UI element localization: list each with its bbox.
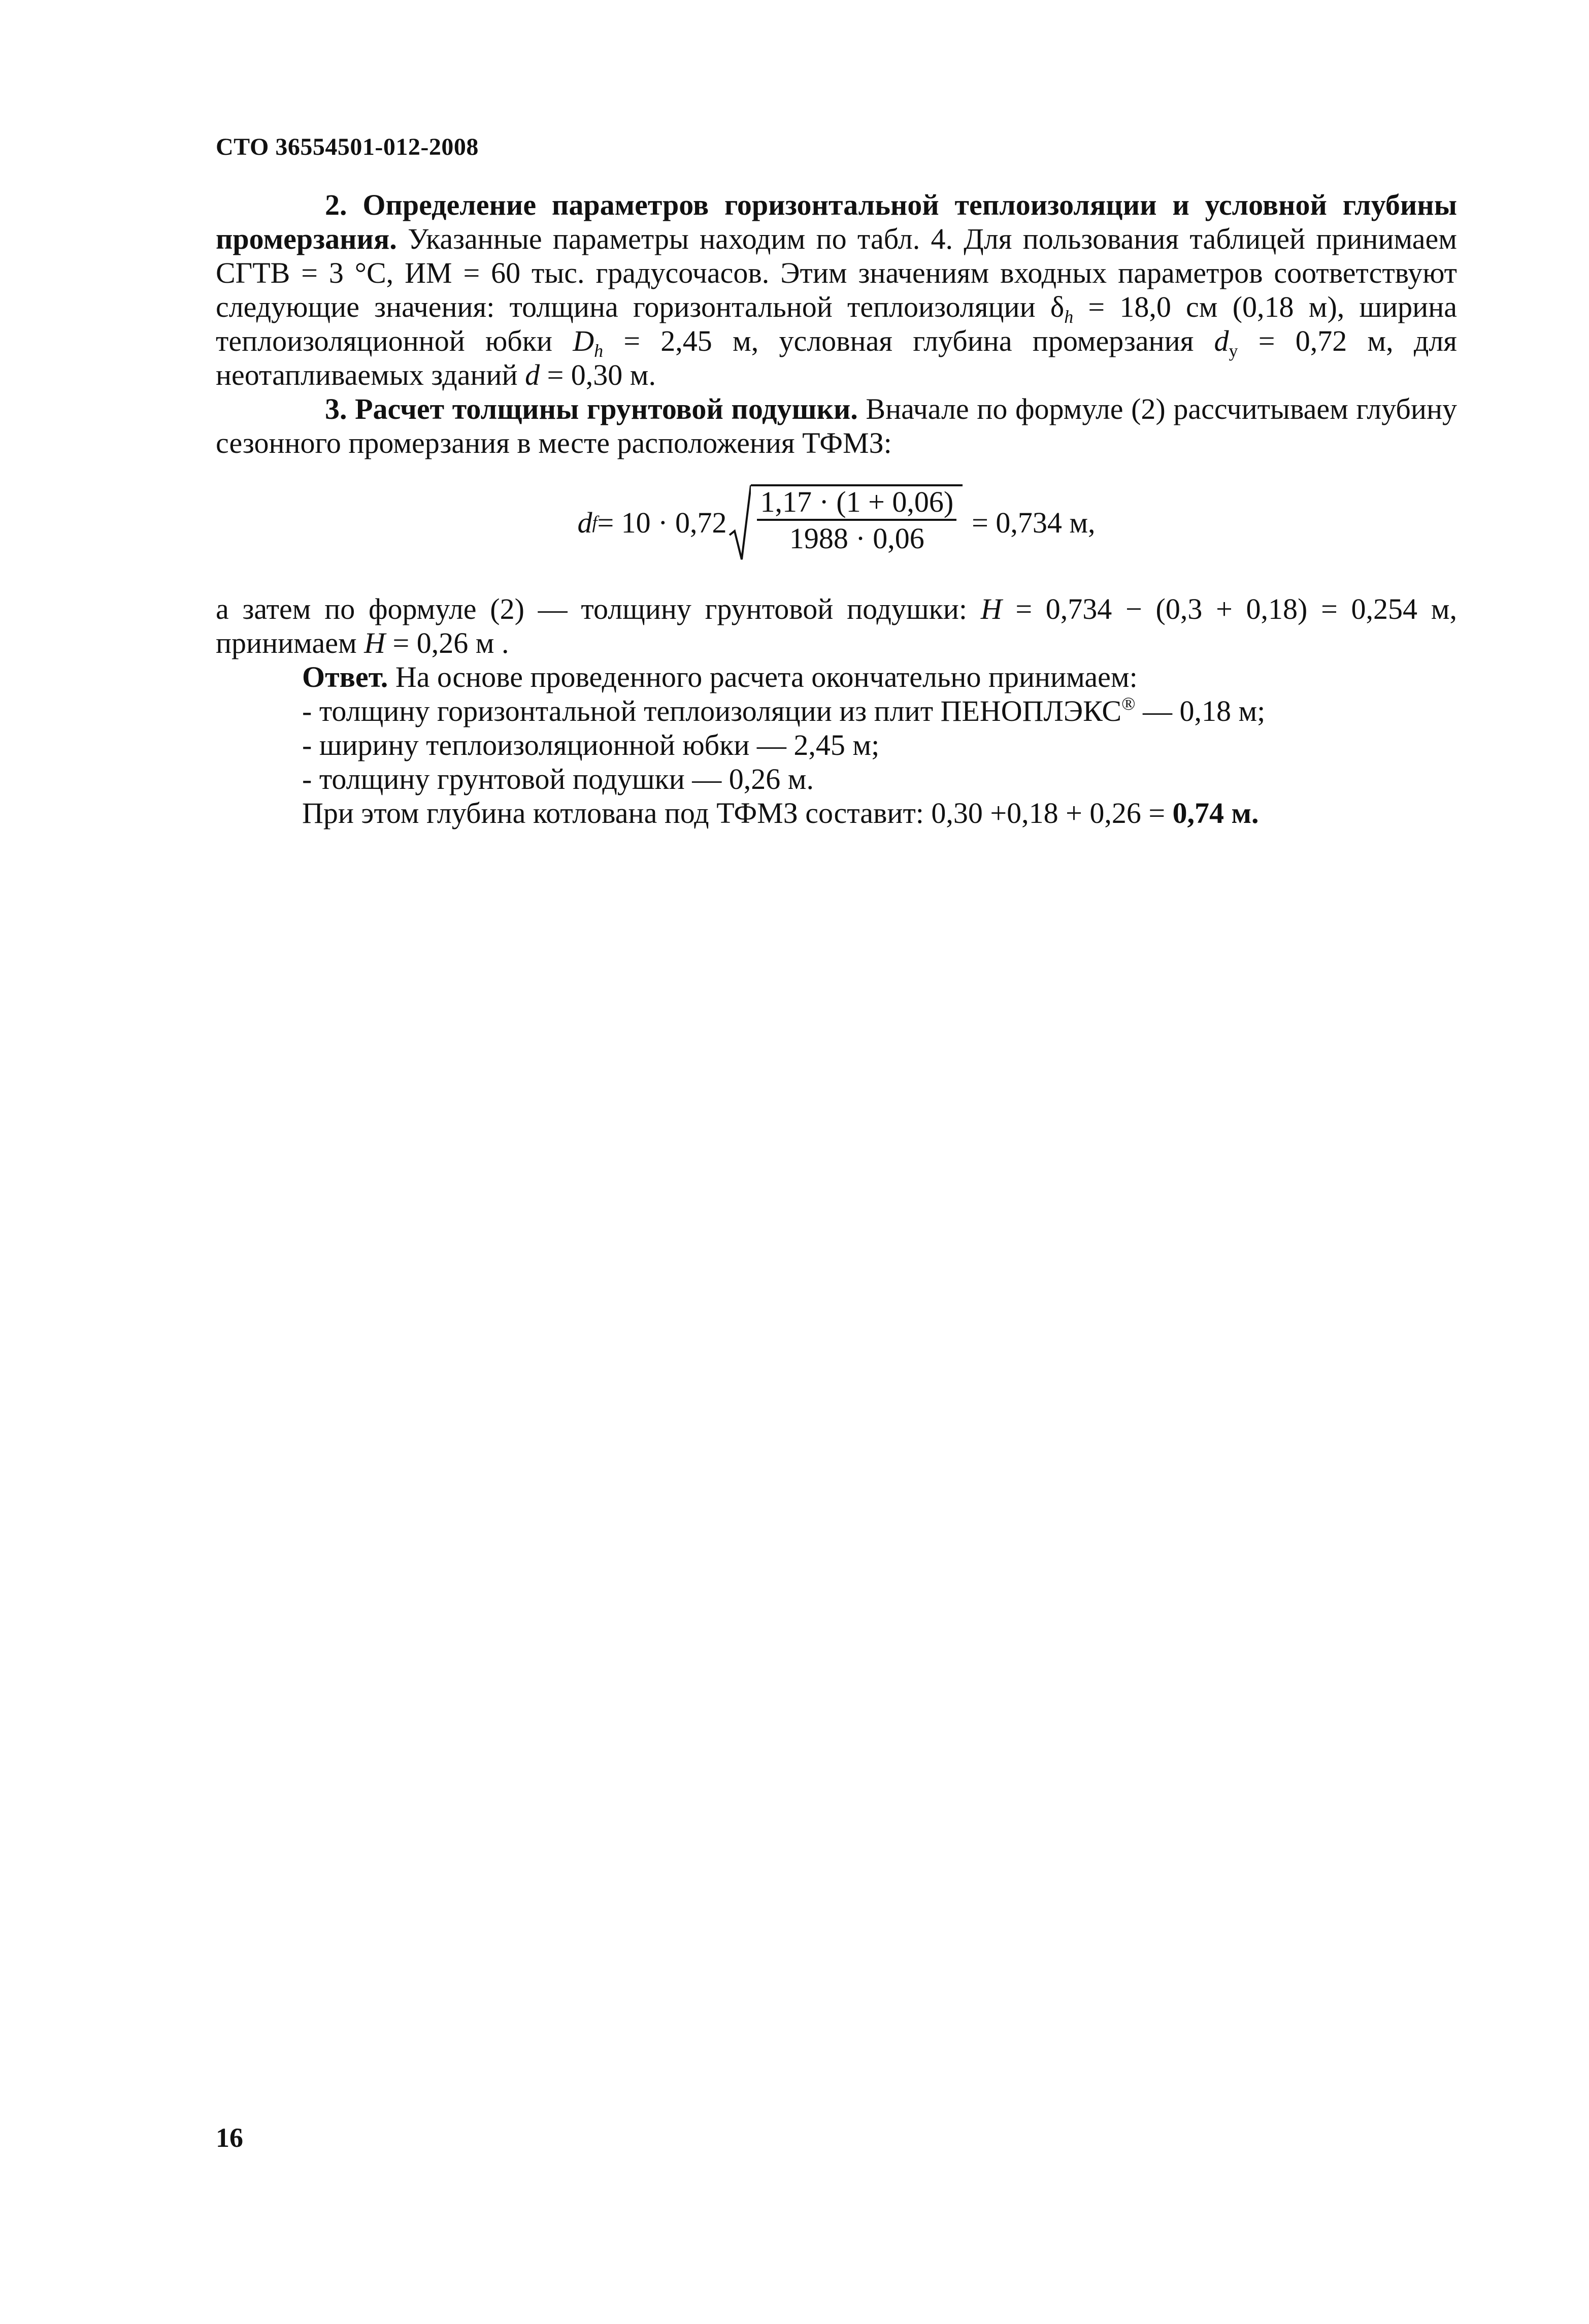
answer-item-1-tail: — 0,18 м; [1135, 694, 1266, 727]
formula-lhs: d [577, 506, 592, 539]
symbol-H1: H [980, 592, 1002, 625]
symbol-d: d [1214, 324, 1229, 357]
answer-label: Ответ. [302, 660, 388, 693]
square-root [729, 484, 963, 560]
symbol-D: D [573, 324, 594, 357]
fraction-denominator: 1988 · 0,06 [789, 522, 924, 555]
answer-conclusion-text: При этом глубина котлована под ТФМЗ составит: 0,30 +0,18 + 0,26 = [302, 796, 1173, 829]
answer-conclusion [216, 796, 1457, 830]
answer-paragraph [216, 660, 1457, 694]
formula-block [216, 468, 1457, 577]
answer-item-2: - ширину теплоизоляционной юбки — 2,45 м; [302, 728, 880, 761]
section-3-text: Вначале по формуле (2) рассчитываем глубину сезонного промерзания в месте расположения ТФМЗ: [216, 392, 1458, 459]
section-3-paragraph [216, 392, 1457, 460]
section-3-title: 3. Расчет толщины грунтовой подушки. [325, 392, 858, 425]
fraction-numerator: 1,17 · (1 + 0,06) [757, 486, 956, 521]
after-formula-text-2: = 0,734 − (0,3 + 0,18) = 0,254 м, принимаем [216, 592, 1458, 659]
radical-sign-icon [729, 484, 751, 560]
answer-intro: На основе проведенного расчета окончательно принимаем: [388, 660, 1138, 693]
page-body [216, 188, 1457, 830]
section-2-paragraph [216, 188, 1457, 392]
section-2-text-3: = 2,45 м, условная глубина промерзания [603, 324, 1214, 357]
after-formula-text-1: а затем по формуле (2) — толщину грунтовой подушки: [216, 592, 981, 625]
after-formula-text-3: = 0,26 м . [385, 626, 509, 659]
section-2-title: 2. Определение параметров горизонтальной теплоизоляции и условной глубины промерзания. [216, 188, 1457, 255]
answer-item-1 [216, 694, 1457, 728]
registered-mark: ® [1121, 693, 1136, 714]
section-2-text-1: Указанные параметры находим по табл. 4. Для пользования таблицей принимаем СГТВ = 3 °С, ИМ = 60 тыс. градусочасов. Этим значениям входных параметров соответствуют следующие значения: толщина горизонтальной теплоизоляции δ [216, 222, 1457, 323]
formula-result: = 0,734 м, [972, 506, 1096, 539]
answer-item-1-text: - толщину горизонтальной теплоизоляции из плит ПЕНОПЛЭКС [302, 694, 1122, 727]
answer-item-3: - толщину грунтовой подушки — 0,26 м. [302, 762, 814, 795]
section-2-text-5: = 0,30 м. [540, 358, 656, 391]
page-number: 16 [216, 2122, 243, 2153]
formula-prefix: = 10 · 0,72 [597, 506, 727, 539]
symbol-H2: H [364, 626, 386, 659]
section-2-text-4: = 0,72 м, для неотапливаемых зданий [216, 324, 1457, 391]
delta-subscript: h [1064, 307, 1074, 327]
section-2-text-2: = 18,0 см (0,18 м), ширина теплоизоляционной юбки [216, 290, 1457, 357]
after-formula-paragraph [216, 592, 1457, 660]
D-subscript: h [594, 341, 604, 361]
document-code: СТО 36554501-012-2008 [216, 134, 479, 160]
d-subscript: y [1229, 341, 1238, 361]
fraction [751, 484, 963, 560]
formula: d f = 10 · 0,72 $\frac{1,17 \cdot (1 + 0,06)}{1988 \cdot 0,06}$ = 0,734 м, [577, 484, 1095, 560]
symbol-d2: d [525, 358, 540, 391]
answer-conclusion-result: 0,74 м. [1172, 796, 1259, 829]
